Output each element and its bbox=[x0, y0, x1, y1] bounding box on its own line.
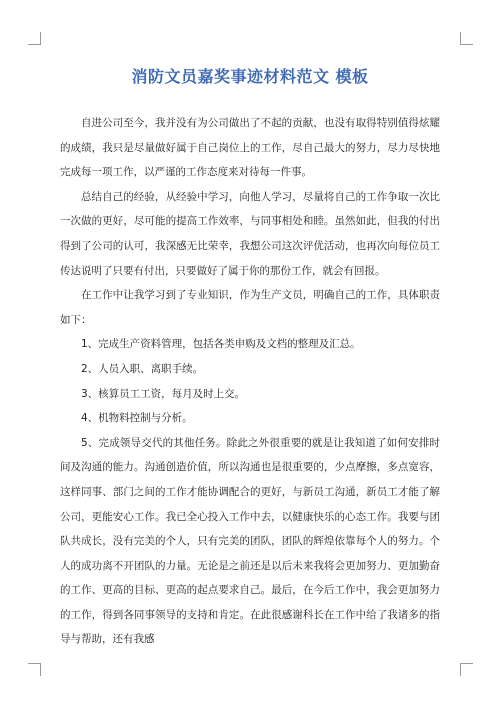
paragraph-1: 自进公司至今，我并没有为公司做出了不起的贡献，也没有取得特别值得炫耀的成绩，我只是尽量做好属于自己岗位上的工作，尽自己最大的努力，尽力尽快地完成每一项工作，以严谨的工作态度来对待每一件事。 bbox=[60, 117, 440, 179]
list-item-1: 1、完成生产资料管理，包括各类申购及文档的整理及汇总。 bbox=[81, 338, 361, 351]
list-item-2: 2、人员入职、离职手续。 bbox=[81, 362, 204, 375]
paragraph-2: 总结自己的经验，从经验中学习，向他人学习，尽量将自己的工作争取一次比一次做的更好，尽可能的提高工作效率，与同事相处和睦。虽然如此，但我的付出得到了公司的认可，我深感无比荣幸，我想公司这次评优活动，也再次向每位员工传达说明了只要有付出，只要做好了属于你的那份工作，就会有回报。 bbox=[60, 190, 440, 277]
list-item-4: 4、机物料控制与分析。 bbox=[81, 412, 193, 425]
list-item-3: 3、核算员工工资，每月及时上交。 bbox=[81, 387, 246, 400]
page-corner-mark-bottom-left bbox=[28, 663, 41, 676]
paragraph-3: 在工作中让我学习到了专业知识，作为生产文员，明确自己的工作，具体职责如下： bbox=[60, 289, 440, 326]
document-body bbox=[60, 111, 440, 652]
page-corner-mark-top-right bbox=[460, 32, 473, 45]
page-corner-mark-top-left bbox=[28, 32, 41, 45]
page-corner-mark-bottom-right bbox=[460, 663, 473, 676]
list-item-5: 5、完成领导交代的其他任务。除此之外很重要的就是让我知道了如何安排时间及沟通的能力。沟通创造价值，所以沟通也是很重要的，少点摩擦，多点宽容，这样同事、部门之间的工作才能协调配合的更好，与新员工沟通，新员工才能了解公司，更能安心工作。我已全心投入工作中去，以健康快乐的心态工作。我要与团队共成长，没有完美的个人，只有完美的团队，团队的辉煌依靠每个人的努力。个人的成功离不开团队的力量。无论是之前还是以后未来我将会更加努力、更加勤奋的工作、更高的目标、更高的起点要求自己。最后，在今后工作中，我会更加努力的工作，得到各同事领导的支持和肯定。在此很感谢科长在工作中给了我诸多的指导与帮助，还有我感 bbox=[60, 436, 440, 646]
document-title: 消防文员嘉奖事迹材料范文 模板 bbox=[131, 67, 369, 86]
